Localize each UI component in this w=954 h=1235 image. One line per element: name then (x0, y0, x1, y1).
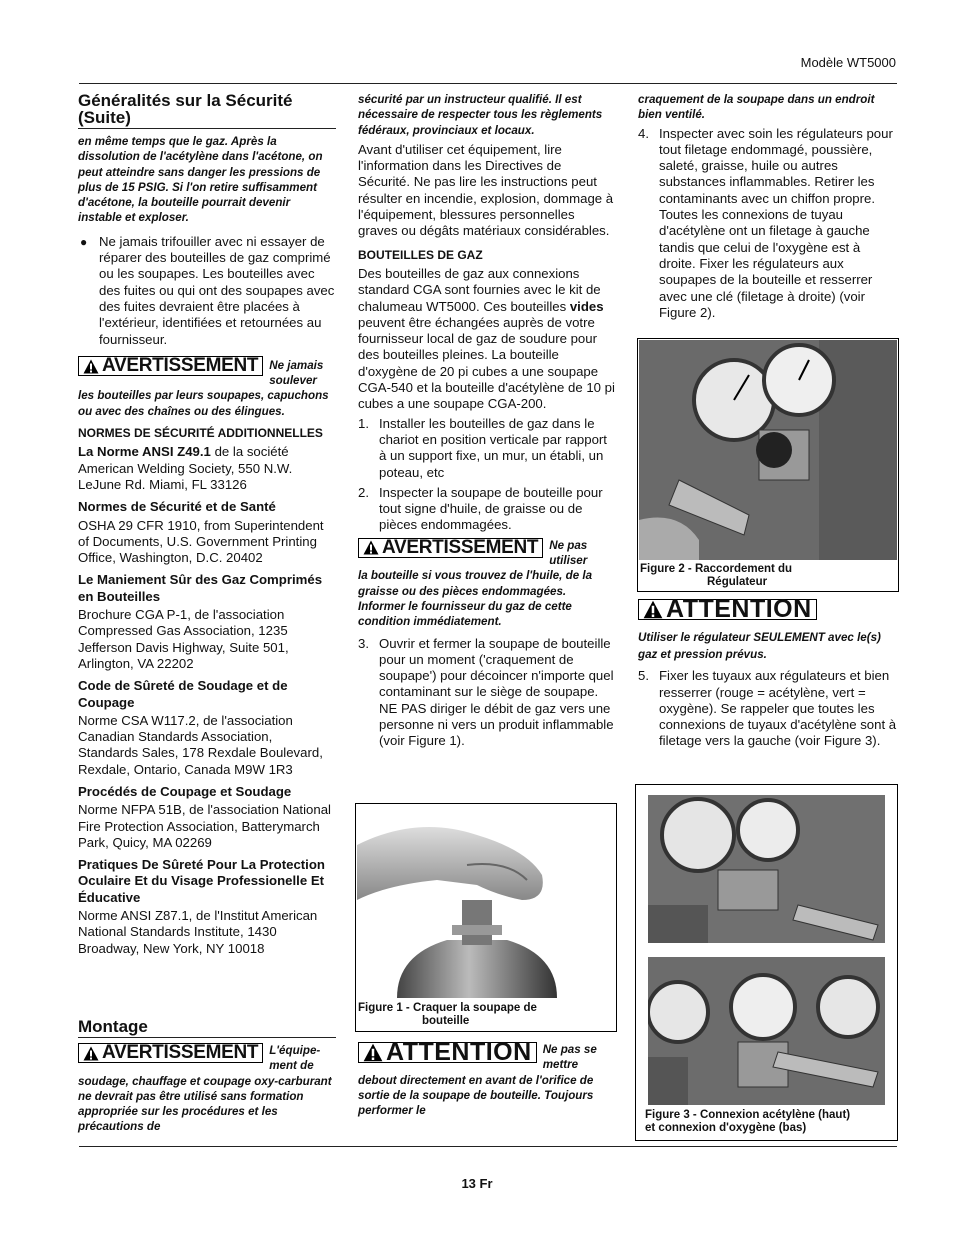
attention-label-box (358, 1038, 537, 1067)
step-number: 5. (638, 668, 649, 684)
bottles-text: peuvent être échangées auprès de votre fournisseur local de gaz de soudure pour des bouteilles pleines. La bouteille d'oxygène de 20 pi cubes a une soupape CGA-540 et la bouteille d'acétylène de 10 pi cubes a une soupape CGA-200. (358, 314, 615, 412)
warning-block-2 (78, 1043, 336, 1074)
intro-text: en même temps que le gaz. Après la dissolution de l'acétylène dans l'acétone, on peut atteindre sans danger les pressions de plus de 15 PSIG. Si l'on retire suffisamment d'acétone, la bouteille pourrait devenir instable et exploser. (78, 135, 323, 225)
figure-caption: Figure 3 - Connexion acétylène (haut) (645, 1109, 851, 1121)
standard-text: Norme CSA W117.2, de l'association Canadian Standards Association, Standards Sales, 178 Rexdale Boulevard, Rexdale, Ontario, Canada M9W 1R3 (78, 712, 323, 777)
standard-item (78, 444, 336, 493)
step-item (358, 485, 616, 534)
warning-label-box (358, 538, 543, 558)
step-text: Inspecter avec soin les régulateurs pour tout filetage endommagé, poussière, saleté, graisse, huile ou autres substances inflammables. Retirer les contaminants avec un chiffon propre. Toutes les connexions de tuyau d'acétylène ont un filetage à gauche tandis que celui de l'oxygène est à droite. Fixer les régulateurs aux soupapes de la bouteille et resserrer avec une clé (filetage à droite) (voir Figure 2). (659, 125, 893, 320)
standard-text: de la société American Welding Society, 550 N.W. LeJune Rd. Miami, FL 33126 (78, 444, 293, 492)
step-number: 4. (638, 125, 649, 141)
figure-3-photo-top (648, 795, 885, 943)
step-text: Ouvrir et fermer la soupape de bouteille pour un moment ('craquement de soupape') pour décoincer n'importe quel contaminant sur le siège de soupape. NE PAS diriger le débit de gaz vers une personne ni vers un produit inflammable (voir Figure 1). (379, 635, 614, 749)
attention-text: Utiliser le régulateur SEULEMENT avec le(s) gaz et pression prévus. (638, 631, 881, 662)
acetylene-connection-photo-icon (648, 795, 885, 943)
attention-block-2 (638, 595, 898, 754)
warning-label-box (78, 356, 263, 376)
section-title-montage: Montage (78, 1017, 148, 1036)
standard-heading: Le Maniement Sûr des Gaz Comprimés en Bouteilles (78, 572, 323, 604)
header-rule (79, 83, 897, 84)
step-item (638, 668, 898, 749)
warning-block-3 (358, 538, 616, 569)
warning-label: AVERTISSEMENT (102, 354, 259, 376)
figure-2-photo (639, 340, 897, 560)
step-text: Fixer les tuyaux aux régulateurs et bien resserrer (rouge = acétylène, vert = oxygène). Se rappeler que toutes les connexions de tuyaux d'acétylène sont à filetage vers la gauche (voir Figure 3). (659, 668, 897, 749)
step-item (358, 416, 616, 481)
step-number: 1. (358, 415, 369, 431)
warning-triangle-icon (83, 1046, 99, 1061)
standard-text: Norme ANSI Z87.1, de l'Institut American National Standards Institute, 1430 Broadway, New York, NY 10018 (78, 908, 318, 956)
figure-3 (635, 784, 898, 1141)
model-label: Modèle WT5000 (800, 55, 896, 70)
warning-triangle-icon (643, 600, 663, 619)
standard-heading: Code de Sûreté de Soudage et de Coupage (78, 678, 288, 710)
regulator-photo-icon (639, 340, 897, 560)
step-number: 3. (358, 635, 369, 651)
column-2 (358, 92, 616, 754)
steps-list (638, 668, 898, 749)
figure-1 (355, 803, 617, 1032)
bottles-text: Des bouteilles de gaz aux connexions standard CGA sont fournies avec le kit de chalumeau WT5000. Ces bouteilles (358, 265, 601, 314)
figure-1-photo (357, 805, 615, 998)
warning-rest-text: les bouteilles par leurs soupapes, capuchons ou avec des chaînes ou des élingues. (78, 389, 329, 418)
standard-text: Brochure CGA P-1, de l'association Compressed Gas Association, 1235 Jefferson Davis Highway, Suite 501, Arlington, VA 22202 (78, 607, 289, 671)
warning-triangle-icon (83, 359, 99, 374)
continued-text: craquement de la soupape dans un endroit bien ventilé. (638, 93, 875, 122)
warning-label-box (78, 1043, 263, 1063)
title-rule (78, 1037, 336, 1038)
standards-heading: NORMES DE SÉCURITÉ ADDITIONNELLES (78, 426, 323, 441)
oxygen-connection-photo-icon (648, 957, 885, 1105)
attention-label: ATTENTION (666, 595, 812, 624)
figure-caption: et connexion d'oxygène (bas) (645, 1122, 807, 1134)
valve-cracking-photo-icon (357, 805, 615, 998)
step-text: Installer les bouteilles de gaz dans le chariot en position verticale par rapport à un support fixe, un mur, un établi, un poteau, etc (379, 415, 607, 480)
standard-text: OSHA 29 CFR 1910, from Superintendent of Documents, U.S. Government Printing Office, Washington, D.C. 20402 (78, 517, 324, 566)
warning-side-text: Ne pas utiliser (549, 538, 588, 568)
column-3 (638, 92, 898, 325)
warning-rest-text: la bouteille si vous trouvez de l'huile, de la graisse ou des pièces endommagées. Informer le fournisseur du gaz de cette condition immédiatement. (358, 569, 593, 629)
step-number: 2. (358, 484, 369, 500)
attention-block-1 (358, 1038, 616, 1118)
step-item (358, 636, 616, 750)
standard-heading: Pratiques De Sûreté Pour La Protection Oculaire Et du Visage Professionelle Et Éducative (78, 857, 325, 905)
steps-list (358, 636, 616, 750)
figure-caption: bouteille (422, 1015, 470, 1027)
bottles-paragraph (358, 266, 616, 413)
bottles-bold: vides (569, 298, 604, 314)
attention-side-text: Ne pas se mettre (542, 1043, 597, 1072)
step-item (638, 126, 898, 322)
attention-label-box (638, 595, 817, 624)
title-rule (78, 128, 336, 129)
figure-caption: Figure 2 - Raccordement du (640, 563, 793, 575)
bullet-item: ● Ne jamais trifouiller avec ni essayer de réparer des bouteilles de gaz comprimé ou les soupapes. Les bouteilles avec des fuites ou qui ont des soupapes avec des fuites devraient être placées à l'extérieur, identifiées et retournées au fournisseur. (78, 234, 336, 348)
figure-2 (637, 338, 899, 592)
steps-list (358, 416, 616, 534)
paragraph: Avant d'utiliser cet équipement, lire l'information dans les Directives de Sécurité. Ne pas lire les instructions peut résulter en incendie, explosion, dommage à l'équipement, blessures personnelles graves ou dégâts matériaux considérables. (358, 141, 614, 239)
warning-rest-text: soudage, chauffage et coupage oxy-carburant ne devrait pas être utilisé sans formation appropriée sur les procédures et les précautions de (78, 1074, 332, 1134)
figure-caption: Régulateur (707, 576, 768, 588)
warning-triangle-icon (363, 540, 379, 555)
figure-caption: Figure 1 - Craquer la soupape de (358, 1002, 537, 1014)
page-number: 13 Fr (461, 1176, 493, 1191)
standard-heading: Normes de Sécurité et de Santé (78, 499, 276, 515)
attention-label: ATTENTION (386, 1038, 532, 1067)
continued-text: sécurité par un instructeur qualifié. Il est nécessaire de respecter tous les règlements fédéraux, provinciaux et locaux. (358, 93, 603, 137)
step-text: Inspecter la soupape de bouteille pour tout signe d'huile, de graisse ou de pièces endommagées. (379, 484, 603, 533)
column-1 (78, 92, 336, 960)
standard-heading: Procédés de Coupage et Soudage (78, 783, 292, 799)
warning-side-text: L'équipe-ment de (269, 1044, 321, 1073)
warning-label: AVERTISSEMENT (382, 536, 539, 558)
montage-section (78, 1018, 336, 1135)
footer-rule (79, 1146, 897, 1147)
attention-row (358, 1038, 616, 1073)
bottles-heading: BOUTEILLES DE GAZ (358, 247, 483, 262)
standard-bold: La Norme ANSI Z49.1 (78, 444, 211, 460)
warning-label: AVERTISSEMENT (102, 1042, 259, 1063)
steps-list (638, 126, 898, 322)
figure-3-photo-bottom (648, 957, 885, 1105)
warning-triangle-icon (363, 1043, 383, 1062)
warning-block-1 (78, 356, 336, 389)
warning-side-text: Ne jamais soulever (269, 358, 324, 388)
standard-text: Norme NFPA 51B, de l'association National Fire Protection Association, Batterymarch Park, Quicy, MA 02269 (78, 802, 331, 850)
section-title-safety: Généralités sur la Sécurité (Suite) (78, 91, 293, 127)
attention-rest-text: debout directement en avant de l'orifice de sortie de la soupape de bouteille. Toujours performer le (358, 1073, 594, 1118)
